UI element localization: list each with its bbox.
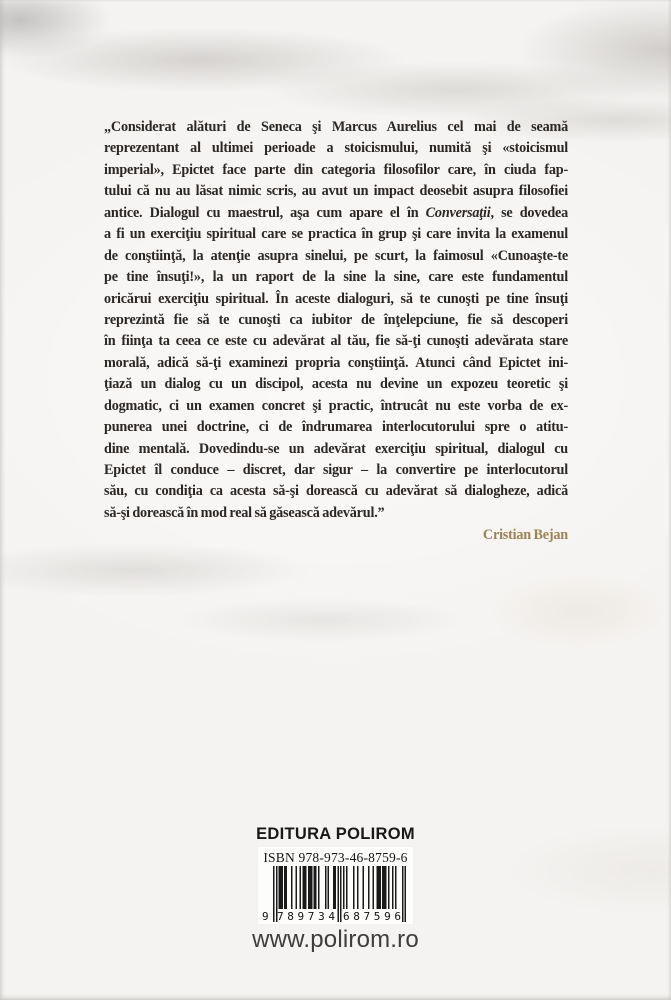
- quote-line: morală, adică să-ţi examinezi propria conştiinţă. Atunci când Epictet ini-: [104, 354, 568, 371]
- quote-line: a fi un exerciţiu spiritual care se practica în grup şi care invita la examenul: [104, 226, 568, 243]
- quote-line: Epictet îl conduce – discret, dar sigur – la convertire pe interlocutorul: [104, 462, 568, 478]
- quote-line: dine mentală. Dovedindu-se un adevărat exerciţiu spiritual, dialogul cu: [104, 440, 568, 457]
- quote-line: să-şi dorească în mod real să găsească adevărul.”: [104, 504, 385, 521]
- quote-line: dogmatic, ci un examen concret şi practic, întrucât nu este vorba de ex-: [104, 397, 568, 414]
- quote-line: tului că nu au lăsat nimic scris, au avut un impact deosebit asupra filosofiei: [104, 183, 568, 200]
- quote-line: reprezintă fie să te cunoşti ca iubitor de înţelepciune, fie să descoperi: [104, 311, 568, 328]
- quote-line: oricărui exerciţiu spiritual. În aceste dialoguri, să te cunoşti pe tine însuţi: [104, 290, 568, 307]
- quote-line: antice. Dialogul cu maestrul, aşa cum apare el în Conversaţii, se dovedea: [104, 204, 568, 221]
- publisher-website: www.polirom.ro: [252, 926, 419, 953]
- isbn-number: ISBN 978-973-46-8759-6: [263, 850, 408, 865]
- quote-attribution: Cristian Bejan: [482, 527, 568, 544]
- quote-line: pe tine însuţi!», la un raport de la sine la sine, care este fundamentul: [104, 269, 568, 286]
- barcode-digit-lead: 9: [262, 910, 269, 923]
- barcode-digits-right: 6 8 7 5 9 6: [343, 910, 401, 923]
- quote-line: reprezentant al ultimei perioade a stoicismului, numită şi «stoicismul: [104, 140, 568, 157]
- isbn-barcode-box: [258, 847, 413, 924]
- barcode: [262, 866, 409, 922]
- quote-line: punerea unei doctrine, ci de îndrumarea interlocutorului spre o atitu-: [104, 419, 568, 436]
- publisher-block: [0, 825, 671, 953]
- quote-line: imperial», Epictet face parte din categoria filosofilor care, în ciuda fap-: [104, 161, 568, 178]
- quote-line: în fiinţa ta ceea ce este cu adevărat al tău, fie să-ţi cunoşti adevărata stare: [104, 333, 568, 350]
- quote-lines: [104, 117, 568, 524]
- publisher-name: EDITURA POLIROM: [256, 825, 415, 843]
- barcode-digits-left: 7 8 9 7 3 4: [277, 910, 335, 923]
- quote-line: de conştiinţă, la atenţie asupra sinelui, pe scurt, la faimosul «Cunoaşte-te: [104, 247, 568, 264]
- quote-block: [104, 117, 568, 547]
- quote-line: „Considerat alături de Seneca şi Marcus Aurelius cel mai de seamă: [104, 119, 568, 135]
- quote-line: ţiază un dialog cu un discipol, acesta nu devine un expozeu teoretic şi: [104, 376, 568, 393]
- quote-line: său, cu condiţia ca acesta să-şi dorească cu adevărat să dialogheze, adică: [104, 483, 568, 500]
